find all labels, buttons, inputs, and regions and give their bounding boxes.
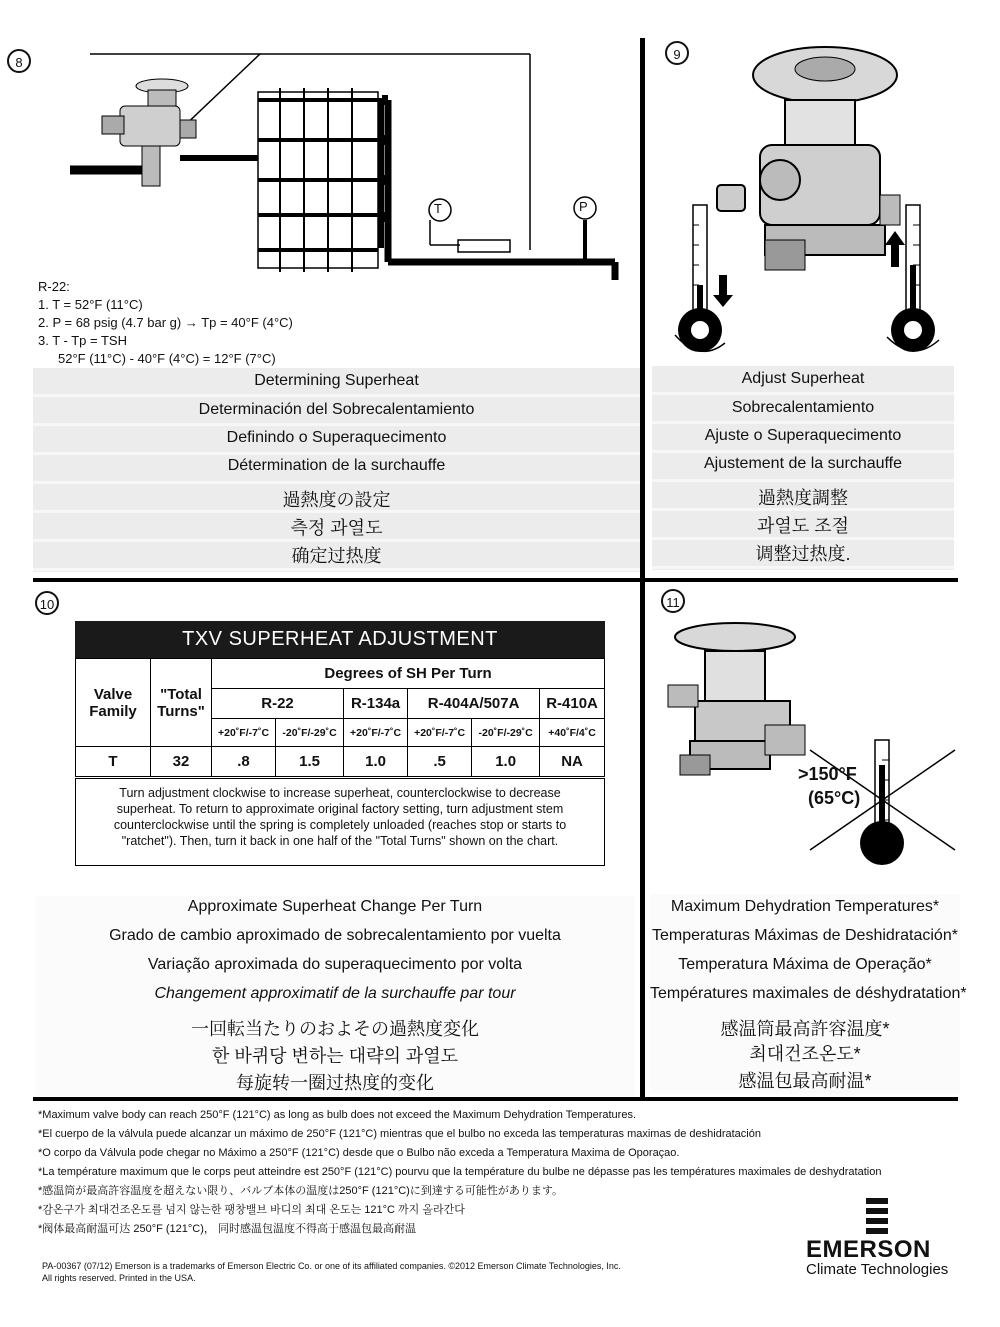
thermometer-down-icon: [675, 205, 725, 352]
superheat-measurement-diagram: [30, 40, 630, 290]
title-en: Determining Superheat: [254, 372, 419, 389]
title-pt: Definindo o Superaquecimento: [226, 429, 447, 446]
adjustment-note: Turn adjustment clockwise to increase superheat, counterclockwise to decrease superheat. To return to approximate original factory setting, turn adjustment stem counterclockwise until the spring is completely unloaded (reaches stop or starts to "ratchet"). Then, turn it back in one half of the "Total Turns" shown on the chart.: [75, 778, 605, 866]
footnote-zh: *阀体最高耐温可达 250°F (121°C)， 同时感温包温度不得高于感温包最高耐温: [38, 1223, 416, 1235]
title-zh: 感温包最高耐温*: [738, 1071, 872, 1091]
step-number-10: 10: [35, 591, 59, 615]
cell-family: T: [76, 747, 151, 777]
brand-name: EMERSON: [806, 1236, 931, 1263]
calc-step-1: 1. T = 52°F (11°C): [38, 297, 143, 312]
step-number-9: 9: [665, 41, 689, 65]
cell-value: 1.5: [276, 747, 344, 777]
thermometer-icon: [860, 740, 904, 865]
brand: [806, 1236, 948, 1278]
panel-divider-horizontal-top: [33, 578, 958, 582]
panel9-title-band: [652, 366, 954, 570]
footnote-ko: *감온구가 최대건조온도를 넘지 않는한 팽창밸브 바디의 최대 온도는 121°C 까지 올라간다: [38, 1204, 465, 1216]
title-pt: Temperatura Máxima de Operação*: [678, 956, 932, 973]
table-title: TXV SUPERHEAT ADJUSTMENT: [182, 628, 498, 650]
calc-step-2: 2. P = 68 psig (4.7 bar g) → Tp = 40°F (4°C): [38, 315, 293, 330]
publication-info: [42, 1260, 621, 1284]
title-fr: Températures maximales de déshydratation*: [650, 985, 967, 1002]
title-ko: 최대건조온도*: [749, 1044, 861, 1064]
title-fr: Changement approximatif de la surchauffe par tour: [154, 985, 516, 1002]
publication-line-2: All rights reserved. Printed in the USA.: [42, 1273, 196, 1283]
footnotes: [38, 1107, 968, 1237]
temp-cell: +20˚F/-7˚C: [408, 719, 472, 747]
title-ja: 過熱度調整: [758, 488, 848, 508]
superheat-table-header: [75, 621, 605, 658]
refrigerant-label: R-22:: [38, 279, 70, 294]
col-total-turns: "Total Turns": [151, 659, 212, 747]
temp-cell: +20˚F/-7˚C: [212, 719, 276, 747]
title-es: Grado de cambio aproximado de sobrecalentamiento por vuelta: [109, 927, 561, 944]
step-number-11: 11: [661, 589, 685, 613]
cell-value: NA: [540, 747, 605, 777]
txv-valve-icon: [753, 47, 900, 270]
title-ja: 過熱度の設定: [282, 490, 391, 510]
ref-r410a: R-410A: [540, 689, 605, 719]
title-ko: 측정 과열도: [290, 518, 383, 538]
footnote-fr: *La température maximum que le corps peut atteindre est 250°F (121°C) pourvu que la température du bulbe ne dépasse pas les températures maximales de deshydratation: [38, 1166, 882, 1178]
panel11-title-band: [650, 894, 967, 1094]
title-ko: 과열도 조절: [757, 516, 849, 536]
superheat-table: [75, 658, 605, 777]
title-pt: Variação aproximada do superaquecimento por volta: [147, 956, 523, 973]
emerson-logo-icon: [862, 1196, 892, 1236]
title-pt: Ajuste o Superaquecimento: [704, 427, 902, 444]
title-zh: 调整过热度.: [755, 544, 851, 564]
title-ja: 一回転当たりのおよその過熱度変化: [191, 1019, 479, 1039]
temp-cell: +40˚F/4˚C: [540, 719, 605, 747]
title-en: Approximate Superheat Change Per Turn: [187, 898, 483, 915]
cell-value: .5: [408, 747, 472, 777]
valve-adjustment-illustration: [655, 45, 955, 365]
cap-icon: [717, 185, 745, 211]
panel-divider-horizontal-bottom: [33, 1097, 958, 1101]
arrow-down-icon: [713, 275, 733, 307]
thermometer-up-icon: [887, 205, 939, 352]
title-en: Adjust Superheat: [741, 370, 865, 387]
publication-line-1: PA-00367 (07/12) Emerson is a trademarks of Emerson Electric Co. or one of its affiliated companies. ©2012 Emerson Climate Technologies, Inc.: [42, 1261, 621, 1271]
calc-step-3: 3. T - Tp = TSH: [38, 333, 127, 348]
panel10-title-band: [35, 896, 635, 1096]
title-es: Determinación del Sobrecalentamiento: [198, 401, 475, 418]
panel8-title-band: [33, 368, 640, 572]
brand-tagline: Climate Technologies: [806, 1261, 949, 1278]
title-ja: 感温筒最高許容温度*: [720, 1019, 890, 1039]
max-temp-c: (65°C): [808, 788, 861, 808]
arrow-up-icon: [885, 231, 905, 267]
temp-cell: +20˚F/-7˚C: [344, 719, 408, 747]
ref-r404a: R-404A/507A: [408, 689, 540, 719]
title-zh: 每旋转一圈过热度的变化: [236, 1073, 434, 1093]
evaporator-coil-icon: [258, 88, 388, 272]
pressure-probe-label: P: [579, 199, 588, 214]
step-number-8: 8: [7, 49, 31, 73]
col-valve-family: Valve Family: [76, 659, 151, 747]
cell-turns: 32: [151, 747, 212, 777]
title-en: Maximum Dehydration Temperatures*: [670, 898, 940, 915]
title-zh: 确定过热度: [291, 546, 382, 566]
footnote-pt: *O corpo da Válvula pode chegar no Máximo a 250°F (121°C) desde que o Bulbo não exceda a Temperatura Maxima de Oporaçao.: [38, 1147, 680, 1159]
max-temp-f: >150°F: [798, 764, 857, 784]
footnote-en: *Maximum valve body can reach 250°F (121°C) as long as bulb does not exceed the Maximum Dehydration Temperatures.: [38, 1109, 637, 1121]
col-degrees: Degrees of SH Per Turn: [212, 659, 605, 689]
superheat-calculation: [38, 278, 293, 368]
cell-value: 1.0: [472, 747, 540, 777]
title-es: Temperaturas Máximas de Deshidratación*: [652, 927, 958, 944]
dehydration-illustration: [660, 615, 960, 880]
temp-cell: -20˚F/-29˚C: [472, 719, 540, 747]
ref-r134a: R-134a: [344, 689, 408, 719]
calc-step-3-result: 52°F (11°C) - 40°F (4°C) = 12°F (7°C): [58, 351, 276, 366]
cell-value: 1.0: [344, 747, 408, 777]
footnote-es: *El cuerpo de la válvula puede alcanzar un máximo de 250°F (121°C) mientras que el bulbo no exceda las temperaturas maximas de deshidratación: [38, 1128, 761, 1140]
panel-divider-vertical: [640, 38, 645, 1100]
title-fr: Détermination de la surchauffe: [227, 457, 446, 474]
txv-valve-icon: [668, 623, 805, 775]
title-es: Sobrecalentamiento: [731, 399, 875, 416]
max-temp-label: [798, 762, 860, 810]
temp-cell: -20˚F/-29˚C: [276, 719, 344, 747]
temperature-probe-label: T: [434, 201, 442, 216]
title-ko: 한 바퀴당 변하는 대략의 과열도: [211, 1046, 459, 1066]
ref-r22: R-22: [212, 689, 344, 719]
cell-value: .8: [212, 747, 276, 777]
footnote-ja: *感温筒が最高許容温度を超えない限り、バルブ本体の温度は250°F (121°C)に到達する可能性があります。: [38, 1185, 563, 1197]
title-fr: Ajustement de la surchauffe: [703, 455, 903, 472]
